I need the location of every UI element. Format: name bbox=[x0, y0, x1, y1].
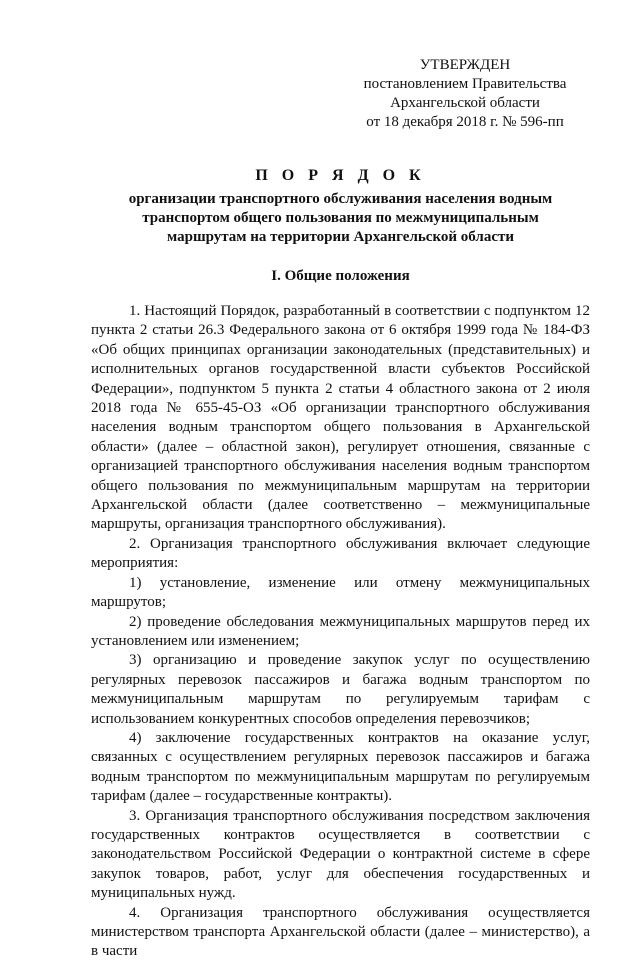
document-subtitle-line: транспортом общего пользования по межмуниципальным bbox=[142, 210, 539, 226]
list-item: 1) установление, изменение или отмену межмуниципальных маршрутов; bbox=[91, 574, 590, 611]
document-body bbox=[91, 302, 590, 962]
section-heading: I. Общие положения bbox=[271, 268, 410, 284]
paragraph: 4. Организация транспортного обслуживания осуществляется министерством транспорта Архангельской области (далее – министерство), а в части bbox=[91, 904, 590, 960]
paragraph: 2. Организация транспортного обслуживания включает следующие мероприятия: bbox=[91, 535, 590, 572]
approval-heading: УТВЕРЖДЕН bbox=[419, 57, 511, 73]
paragraph: 3. Организация транспортного обслуживания посредством заключения государственных контрактов осуществляется в соответствии с законодательством Российской Федерации о контрактной системе в сфере закупок товаров, работ, услуг для обеспечения государственных и муниципальных нужд. bbox=[91, 807, 590, 902]
list-item: 4) заключение государственных контрактов на оказание услуг, связанных с осуществлением регулярных перевозок пассажиров и багажа водным транспортом по межмуниципальным маршрутам по регулируемым тарифам (далее – государственные контракты). bbox=[91, 729, 590, 805]
list-item: 3) организацию и проведение закупок услуг по осуществлению регулярных перевозок пассажиров и багажа водным транспортом по межмуниципальным маршрутам по регулируемым тарифам с использованием конкурентных способов определения перевозчиков; bbox=[91, 652, 590, 727]
approval-authority: постановлением Правительства bbox=[363, 76, 567, 92]
list-item: 2) проведение обследования межмуниципальных маршрутов перед их установлением или изменением; bbox=[91, 613, 590, 649]
document-subtitle bbox=[91, 190, 590, 247]
paragraph: 1. Настоящий Порядок, разработанный в соответствии с подпунктом 12 пункта 2 статьи 26.3 Федерального закона от 6 октября 1999 года № 184-ФЗ «Об общих принципах организации законодательных (представительных) и исполнительных органов государственной власти субъектов Российской Федерации», подпунктом 5 пункта 2 статьи 4 областного закона от 2 июля 2018 года № 655-45-ОЗ «Об организации транспортного обслуживания населения водным транспортом общего пользования в Архангельской области» (далее – областной закон), регулирует отношения, связанные с организацией транспортного обслуживания населения водным транспортом общего пользования по межмуниципальным маршрутам на территории Архангельской области (далее соответственно – межмуниципальные маршруты, организация транспортного обслуживания). bbox=[91, 303, 590, 533]
document-title-block bbox=[91, 166, 590, 247]
document-subtitle-line: организации транспортного обслуживания населения водным bbox=[128, 191, 553, 207]
document-title: П О Р Я Д О К bbox=[255, 167, 426, 184]
approval-stamp bbox=[360, 56, 570, 132]
approval-date-number: от 18 декабря 2018 г. № 596-пп bbox=[366, 114, 564, 130]
document-subtitle-line: маршрутам на территории Архангельской области bbox=[166, 229, 515, 245]
approval-region: Архангельской области bbox=[390, 95, 540, 111]
